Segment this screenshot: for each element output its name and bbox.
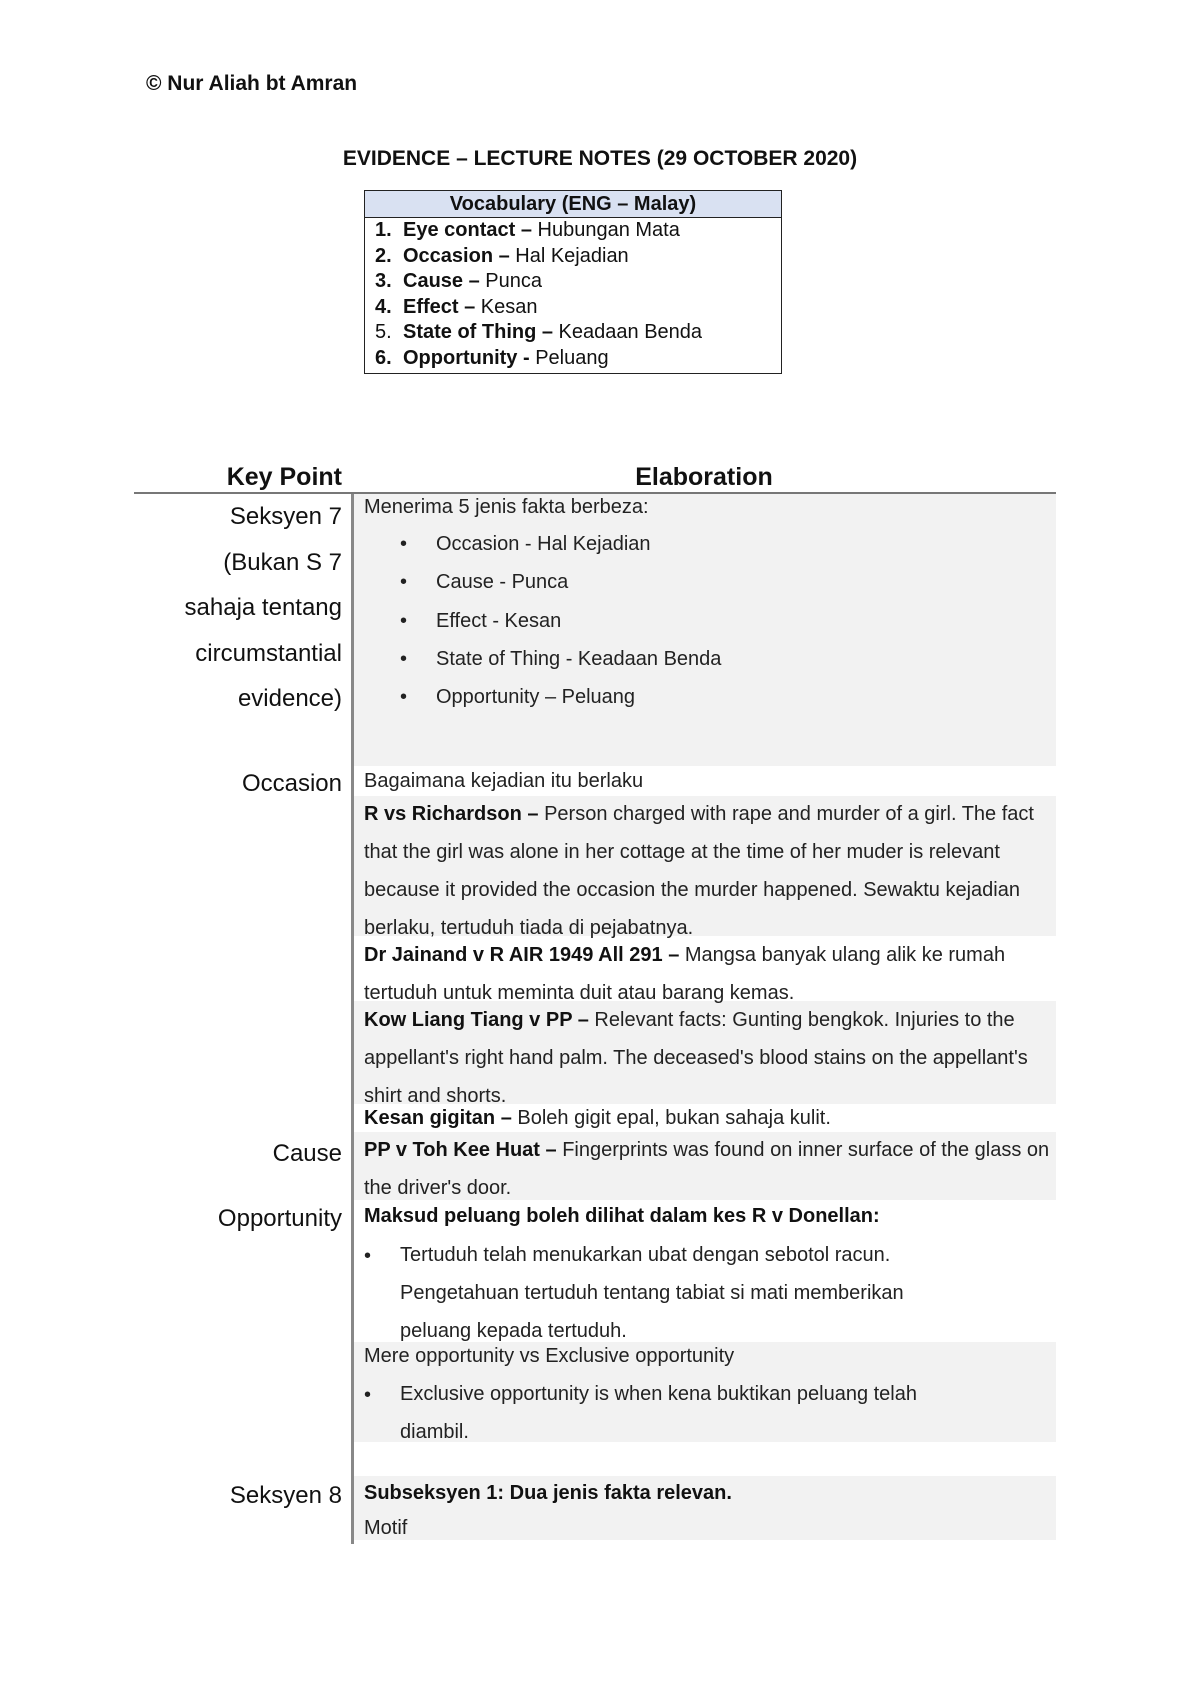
- bullet-text: Cause - Punca: [436, 571, 569, 593]
- vocabulary-number: 6.: [375, 346, 392, 369]
- key-point-cause: Cause: [272, 1140, 342, 1167]
- vocabulary-number: 4.: [375, 295, 392, 318]
- vocabulary-item: [365, 269, 781, 295]
- seksyen8-line: Motif: [364, 1517, 408, 1539]
- bullet-text: Effect - Kesan: [436, 610, 562, 632]
- bullet-line: Exclusive opportunity is when kena buktikan peluang telah: [400, 1383, 917, 1405]
- vocabulary-number: 1.: [375, 219, 392, 241]
- opportunity-heading: Maksud peluang boleh dilihat dalam kes R v Donellan:: [364, 1205, 880, 1227]
- key-point-seksyen8: Seksyen 8: [229, 1482, 342, 1509]
- case-name: Kow Liang Tiang v PP –: [364, 1009, 589, 1031]
- bullet-icon: •: [400, 648, 408, 670]
- vocabulary-heading: Vocabulary (ENG – Malay): [365, 191, 781, 218]
- copyright-notice: © Nur Aliah bt Amran: [146, 72, 358, 95]
- case-name: PP v Toh Kee Huat –: [364, 1139, 557, 1161]
- vocabulary-item: [365, 218, 781, 244]
- vocabulary-meaning: Punca: [479, 270, 542, 293]
- elaboration-column-header: Elaboration: [635, 463, 773, 491]
- seksyen7-intro: Menerima 5 jenis fakta berbeza:: [364, 496, 649, 518]
- key-line: evidence): [237, 685, 342, 712]
- vocabulary-box: [364, 190, 782, 374]
- case-name: R vs Richardson –: [364, 803, 539, 825]
- bullet-line: Pengetahuan tertuduh tentang tabiat si mati memberikan: [400, 1282, 904, 1304]
- bullet-icon: •: [364, 1384, 372, 1406]
- key-point-column-header: Key Point: [226, 463, 342, 491]
- occasion-intro: Bagaimana kejadian itu berlaku: [364, 770, 644, 792]
- vocabulary-number: 5.: [375, 321, 392, 344]
- bullet-icon: •: [400, 686, 408, 708]
- vocabulary-meaning: Peluang: [529, 346, 609, 369]
- document-title: EVIDENCE – LECTURE NOTES (29 OCTOBER 2020): [342, 147, 858, 170]
- bullet-text: State of Thing - Keadaan Benda: [436, 648, 722, 670]
- vocabulary-meaning: Keadaan Benda: [553, 321, 703, 344]
- bullet-text: [400, 1236, 904, 1350]
- case-name: Dr Jainand v R AIR 1949 All 291 –: [364, 944, 680, 966]
- bullet-icon: •: [400, 610, 408, 632]
- key-line: sahaja tentang: [184, 594, 342, 621]
- key-point-occasion: Occasion: [241, 770, 342, 797]
- case-name: Kesan gigitan –: [364, 1107, 512, 1129]
- vocabulary-term: Cause –: [403, 270, 480, 293]
- case-richardson: [364, 795, 1054, 947]
- case-text: Relevant facts: Gunting bengkok. Injuries to the appellant's right hand palm. The deceased's blood stains on the appellant's shirt and shorts.: [364, 1009, 1028, 1107]
- bullet-text: [400, 1375, 917, 1451]
- vocabulary-term: Eye contact –: [403, 219, 532, 241]
- case-text: Person charged with rape and murder of a girl. The fact that the girl was alone in her cottage at the time of her muder is relevant because it provided the occasion the murder happened. Sewaktu kejadian berlaku, tertuduh tiada di pejabatnya.: [364, 803, 1034, 939]
- case-kow-liang-tiang: [364, 1001, 1054, 1115]
- vocabulary-number: 2.: [375, 244, 392, 267]
- vocabulary-number: 3.: [375, 270, 392, 293]
- vocabulary-meaning: Kesan: [475, 295, 538, 318]
- case-text: Boleh gigit epal, bukan sahaja kulit.: [511, 1107, 831, 1129]
- bullet-line: Tertuduh telah menukarkan ubat dengan sebotol racun.: [400, 1244, 891, 1266]
- bullet-icon: •: [400, 571, 408, 593]
- bullet-line: peluang kepada tertuduh.: [400, 1320, 627, 1342]
- vocabulary-term: Effect –: [403, 295, 476, 318]
- key-line: Seksyen 7: [229, 503, 342, 530]
- bullet-icon: •: [400, 533, 408, 555]
- vocabulary-item: [365, 346, 781, 372]
- case-toh-kee-huat: [364, 1131, 1054, 1207]
- bullet-icon: •: [364, 1245, 372, 1267]
- vocabulary-term: State of Thing –: [403, 321, 553, 344]
- opportunity-subheading: Mere opportunity vs Exclusive opportunity: [364, 1345, 735, 1367]
- bullet-line: diambil.: [400, 1421, 469, 1443]
- case-text: Fingerprints was found on inner surface of the glass on the driver's door.: [364, 1139, 1050, 1199]
- bullet-text: Occasion - Hal Kejadian: [436, 533, 651, 555]
- case-kesan-gigitan: [364, 1107, 1054, 1130]
- vocabulary-item: [365, 295, 781, 321]
- vocabulary-meaning: Hubungan Mata: [531, 219, 680, 241]
- vocabulary-meaning: Hal Kejadian: [509, 244, 629, 267]
- seksyen8-heading: Subseksyen 1: Dua jenis fakta relevan.: [364, 1482, 732, 1504]
- vocabulary-item: [365, 244, 781, 270]
- key-line: circumstantial: [195, 639, 342, 667]
- key-point-opportunity: Opportunity: [217, 1205, 342, 1232]
- bullet-text: Opportunity – Peluang: [436, 686, 636, 708]
- key-point-seksyen7: [122, 494, 342, 722]
- vocabulary-item: [365, 320, 781, 346]
- case-text: Mangsa banyak ulang alik ke rumah tertuduh untuk meminta duit atau barang kemas.: [364, 944, 1006, 1004]
- vocabulary-term: Occasion –: [403, 244, 510, 267]
- vocabulary-term: Opportunity -: [403, 346, 530, 369]
- key-line: (Bukan S 7: [223, 548, 342, 576]
- vocabulary-list: [365, 218, 781, 372]
